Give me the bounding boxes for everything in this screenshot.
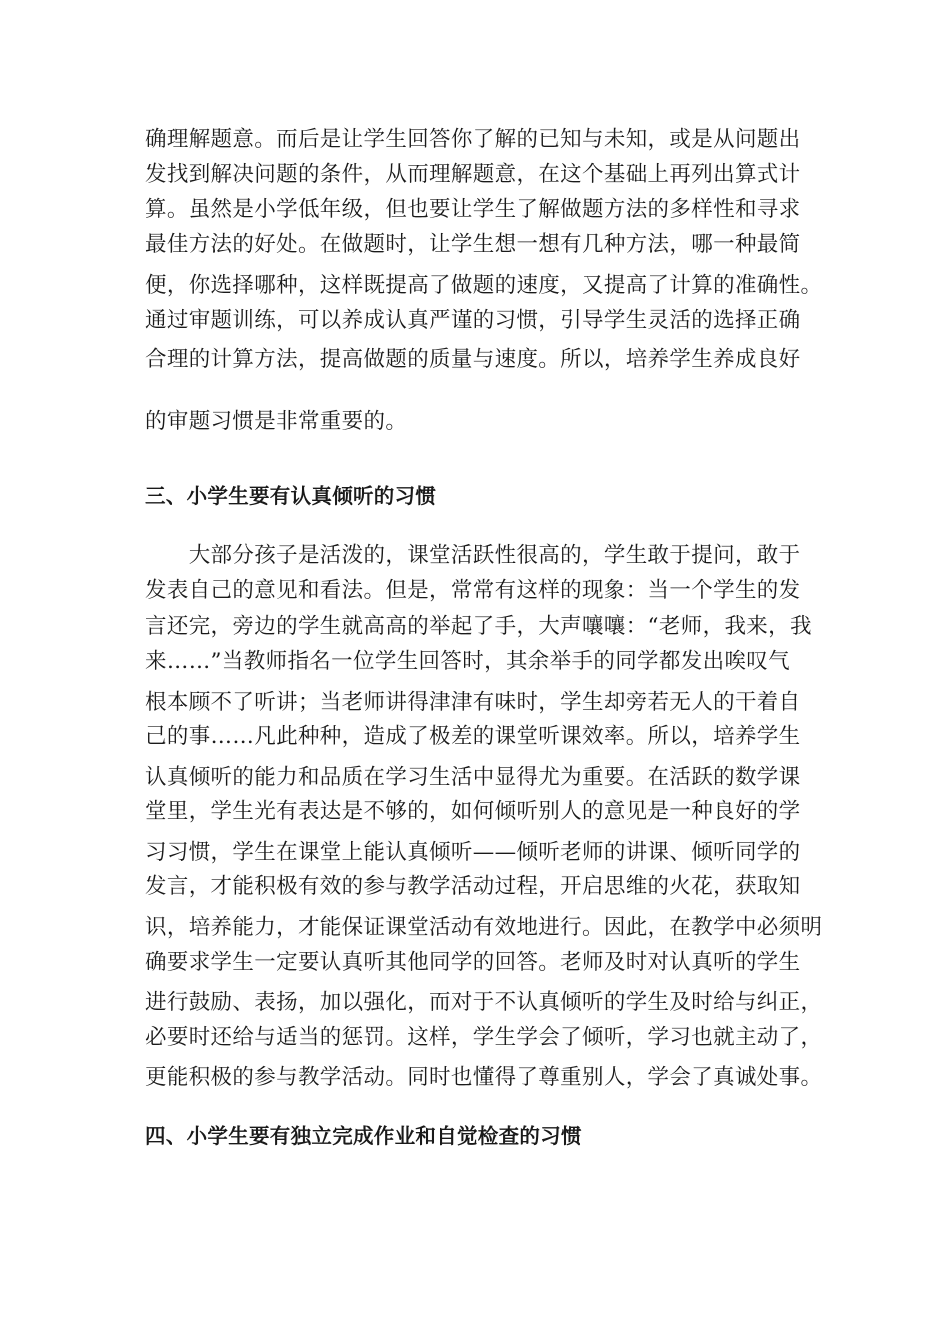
text-line: 算。虽然是小学低年级，但也要让学生了解做题方法的多样性和寻求 [145, 197, 801, 222]
text-line: 大部分孩子是活泼的，课堂活跃性很高的，学生敢于提问，敢于 [145, 543, 801, 568]
text-line: 言还完，旁边的学生就高高的举起了手，大声嚷嚷：“老师，我来，我 [145, 614, 812, 639]
section-heading-listening: 三、小学生要有认真倾听的习惯 [145, 484, 437, 508]
text-line: 确理解题意。而后是让学生回答你了解的已知与未知，或是从问题出 [145, 127, 801, 152]
text-line: 的审题习惯是非常重要的。 [145, 409, 408, 434]
text-line: 根本顾不了听讲；当老师讲得津津有味时，学生却旁若无人的干着自 [145, 690, 801, 715]
section-heading-homework: 四、小学生要有独立完成作业和自觉检查的习惯 [145, 1124, 582, 1148]
text-line: 必要时还给与适当的惩罚。这样，学生学会了倾听，学习也就主动了， [145, 1025, 823, 1050]
text-line: 来……”当教师指名一位学生回答时，其余举手的同学都发出唉叹气 [145, 649, 790, 674]
text-line: 进行鼓励、表扬，加以强化，而对于不认真倾听的学生及时给与纠正， [145, 990, 823, 1015]
text-line: 识，培养能力，才能保证课堂活动有效地进行。因此，在教学中必须明 [145, 915, 823, 940]
text-line: 确要求学生一定要认真听其他同学的回答。老师及时对认真听的学生 [145, 950, 801, 975]
text-line: 发表自己的意见和看法。但是，常常有这样的现象：当一个学生的发 [145, 578, 801, 603]
text-line: 更能积极的参与教学活动。同时也懂得了尊重别人，学会了真诚处事。 [145, 1065, 823, 1090]
text-line: 通过审题训练，可以养成认真严谨的习惯，引导学生灵活的选择正确 [145, 308, 801, 333]
text-line: 认真倾听的能力和品质在学习生活中显得尤为重要。在活跃的数学课 [145, 765, 801, 790]
text-line: 便，你选择哪种，这样既提高了做题的速度，又提高了计算的准确性。 [145, 273, 823, 298]
text-line: 习习惯，学生在课堂上能认真倾听——倾听老师的讲课、倾听同学的 [145, 840, 801, 865]
text-line: 己的事……凡此种种，造成了极差的课堂听课效率。所以，培养学生 [145, 724, 801, 749]
text-line: 最佳方法的好处。在做题时，让学生想一想有几种方法，哪一种最简 [145, 232, 801, 257]
text-line: 发言，才能积极有效的参与教学活动过程，开启思维的火花，获取知 [145, 874, 801, 899]
text-line: 发找到解决问题的条件，从而理解题意，在这个基础上再列出算式计 [145, 162, 801, 187]
text-line: 合理的计算方法，提高做题的质量与速度。所以，培养学生养成良好 [145, 347, 801, 372]
text-line: 堂里，学生光有表达是不够的，如何倾听别人的意见是一种良好的学 [145, 799, 801, 824]
